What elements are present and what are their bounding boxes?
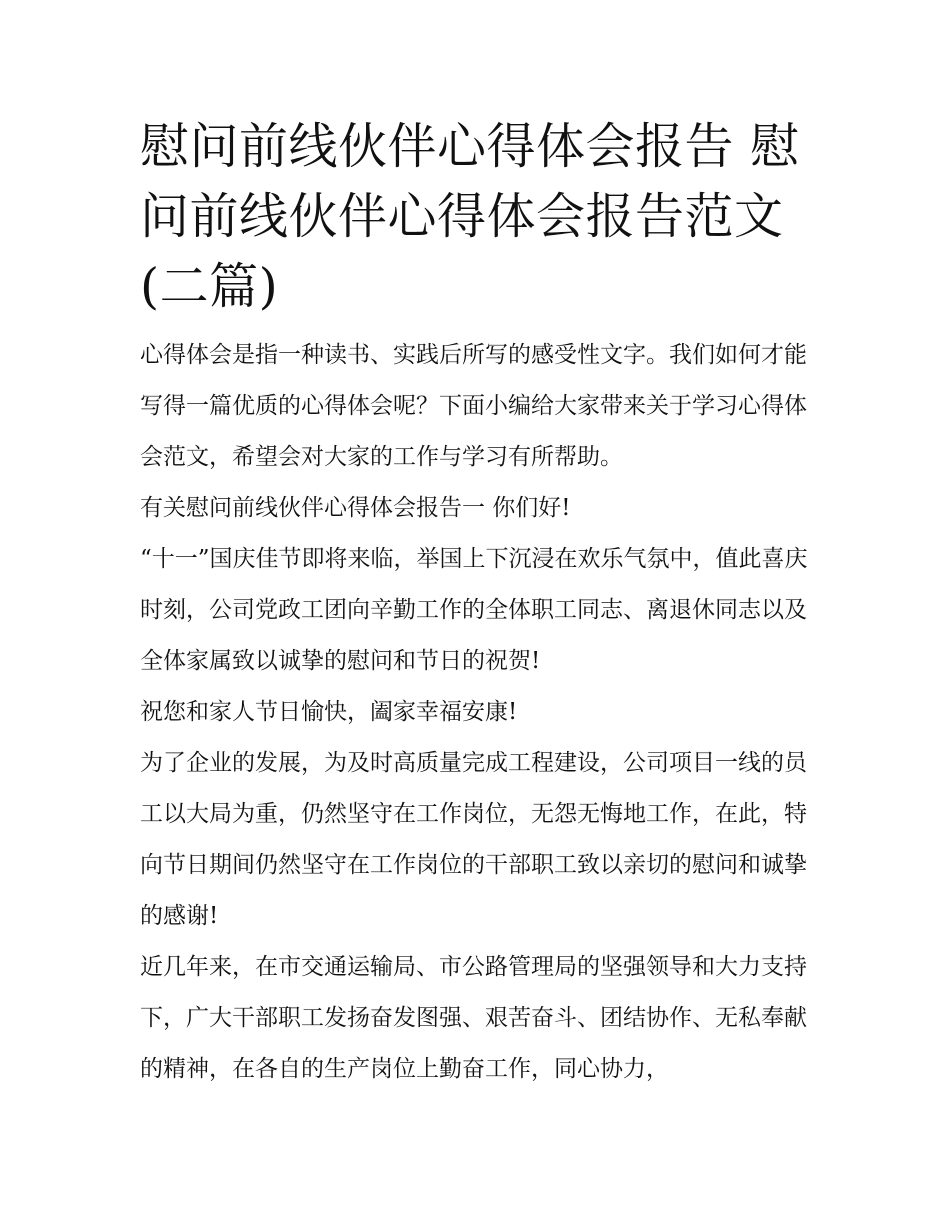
body-paragraph: 近几年来，在市交通运输局、市公路管理局的坚强领导和大力支持下，广大干部职工发扬奋发图强、艰苦奋斗、团结协作、无私奉献的精神，在各自的生产岗位上勤奋工作，同心协力， xyxy=(140,954,807,1082)
document-body xyxy=(140,112,815,1095)
intro-paragraph: 心得体会是指一种读书、实践后所写的感受性文字。我们如何才能写得一篇优质的心得体会呢？下面小编给大家带来关于学习心得体会范文，希望会对大家的工作与学习有所帮助。 xyxy=(140,342,807,470)
section-heading-paragraph: 有关慰问前线伙伴心得体会报告一 你们好! xyxy=(140,495,571,521)
document-title: 慰问前线伙伴心得体会报告 慰问前线伙伴心得体会报告范文(二篇) xyxy=(140,118,800,315)
body-paragraph: “十一”国庆佳节即将来临，举国上下沉浸在欢乐气氛中，值此喜庆时刻，公司党政工团向辛勤工作的全体职工同志、离退休同志以及全体家属致以诚挚的慰问和节日的祝贺! xyxy=(140,546,808,674)
body-paragraph: 为了企业的发展，为及时高质量完成工程建设，公司项目一线的员工以大局为重，仍然坚守在工作岗位，无怨无悔地工作，在此，特向节日期间仍然坚守在工作岗位的干部职工致以亲切的慰问和诚挚的感谢! xyxy=(140,750,807,929)
body-paragraph: 祝您和家人节日愉快，阖家幸福安康! xyxy=(140,699,518,725)
